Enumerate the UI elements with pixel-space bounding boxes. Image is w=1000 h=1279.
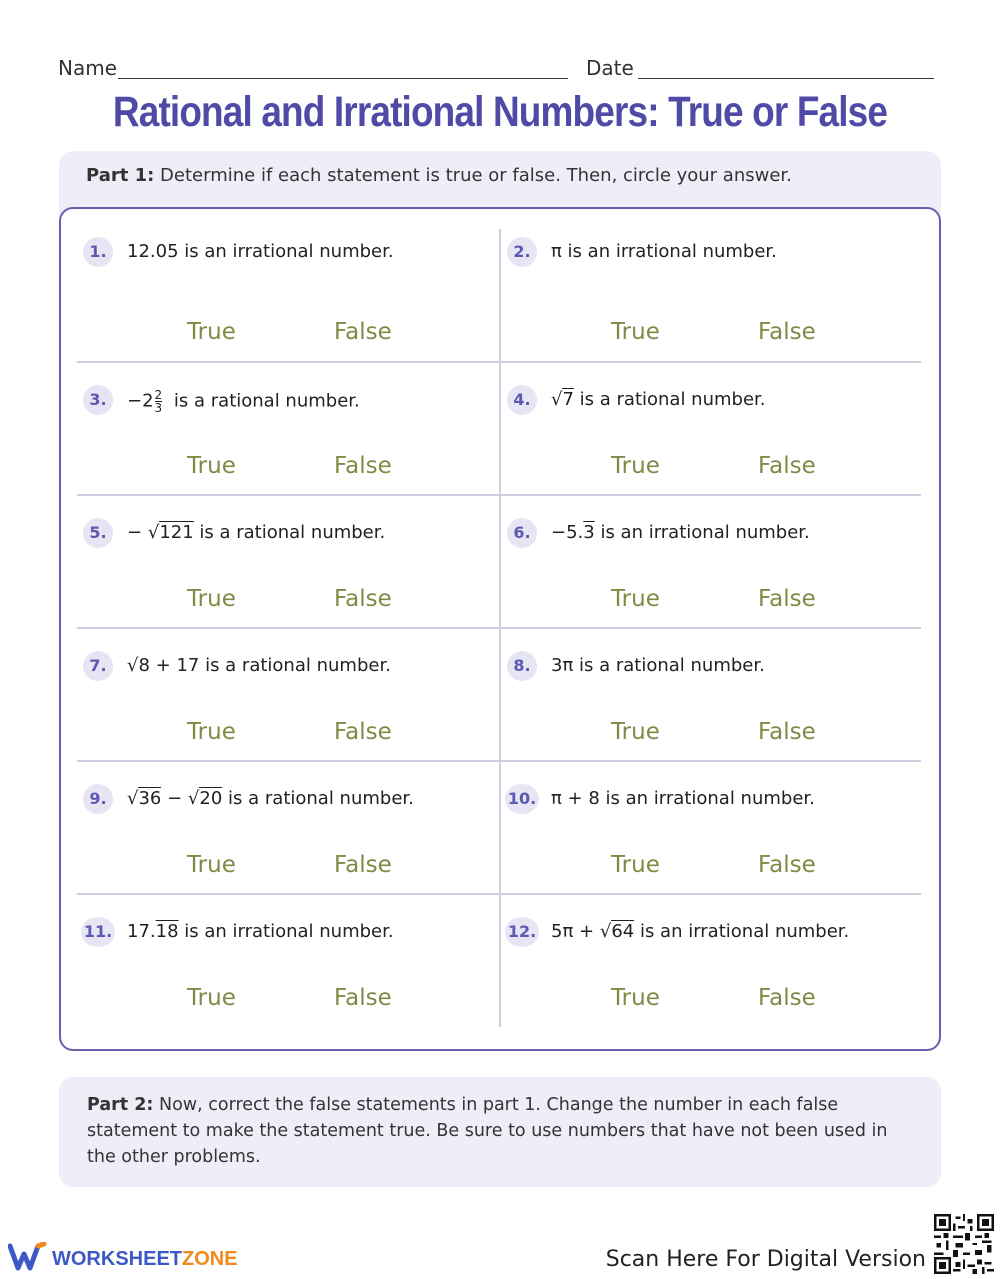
date-field[interactable] — [638, 78, 934, 79]
question-prefix: −5. — [551, 522, 584, 543]
true-option[interactable]: True — [611, 586, 660, 612]
false-option[interactable]: False — [334, 453, 392, 479]
name-label: Name — [58, 56, 118, 80]
qr-code-icon[interactable] — [934, 1214, 994, 1274]
false-option[interactable]: False — [758, 719, 816, 745]
question-text — [127, 522, 385, 543]
true-option[interactable]: True — [611, 453, 660, 479]
worksheetzone-logo-icon — [8, 1242, 48, 1272]
true-option[interactable]: True — [187, 319, 236, 345]
question-suffix: is a rational number. — [573, 389, 766, 410]
question-text: 3π is a rational number. — [551, 655, 765, 676]
question-text — [127, 389, 360, 414]
repeating-digits: 18 — [155, 921, 179, 942]
radicand: 121 — [159, 522, 194, 543]
part1-section — [59, 151, 941, 1051]
date-label: Date — [586, 56, 634, 80]
false-option[interactable]: False — [334, 319, 392, 345]
true-option[interactable]: True — [187, 453, 236, 479]
fraction-numerator: 2 — [154, 388, 163, 402]
operator: − — [161, 788, 188, 809]
question-2 — [501, 231, 921, 363]
part1-label: Part 1: — [86, 165, 155, 186]
question-suffix: is a rational number. — [193, 522, 386, 543]
question-5 — [77, 512, 497, 644]
question-3 — [77, 379, 497, 511]
true-option[interactable]: True — [611, 985, 660, 1011]
false-option[interactable]: False — [758, 985, 816, 1011]
false-option[interactable]: False — [758, 586, 816, 612]
false-option[interactable]: False — [334, 586, 392, 612]
radical-sign: √ — [147, 522, 160, 543]
false-option[interactable]: False — [758, 453, 816, 479]
false-option[interactable]: False — [758, 319, 816, 345]
question-8 — [501, 645, 921, 777]
questions-card — [59, 207, 941, 1051]
question-number: 11. — [81, 917, 115, 947]
question-prefix: 5π + — [551, 921, 600, 942]
true-option[interactable]: True — [187, 985, 236, 1011]
question-11 — [77, 911, 497, 1043]
true-option[interactable]: True — [611, 319, 660, 345]
question-text: √8 + 17 is a rational number. — [127, 655, 391, 676]
question-number: 9. — [83, 784, 113, 814]
question-number: 1. — [83, 237, 113, 267]
question-text: π is an irrational number. — [551, 241, 777, 262]
radical-sign: √ — [127, 788, 139, 809]
false-option[interactable]: False — [334, 852, 392, 878]
question-4 — [501, 379, 921, 511]
question-suffix: is an irrational number. — [634, 921, 850, 942]
question-text — [127, 921, 394, 942]
scan-caption: Scan Here For Digital Version — [605, 1247, 926, 1272]
question-text: 12.05 is an irrational number. — [127, 241, 394, 262]
question-number: 4. — [507, 385, 537, 415]
question-9 — [77, 778, 497, 910]
radicand: 20 — [199, 788, 223, 809]
fraction-denominator: 3 — [154, 401, 163, 415]
question-suffix: is an irrational number. — [178, 921, 394, 942]
part2-text: Now, correct the false statements in part 1. Change the number in each false statement to make the statement true. Be sure to use numbers that have not been used in the other problems. — [87, 1095, 888, 1167]
question-number: 6. — [507, 518, 537, 548]
question-1 — [77, 231, 497, 363]
question-suffix: is an irrational number. — [594, 522, 810, 543]
question-text — [551, 921, 849, 942]
radical-sign: √ — [599, 921, 612, 942]
part2-instructions — [87, 1092, 907, 1170]
mixed-fraction — [155, 389, 163, 414]
part1-text: Determine if each statement is true or false. Then, circle your answer. — [154, 165, 792, 186]
question-number: 3. — [83, 385, 113, 415]
question-number: 2. — [507, 237, 537, 267]
brand-name-main: WORKSHEET — [52, 1248, 182, 1270]
question-number: 12. — [505, 917, 539, 947]
question-text — [551, 522, 810, 543]
radicand: 36 — [138, 788, 162, 809]
name-date-line — [58, 52, 938, 82]
part1-instructions — [86, 165, 792, 186]
question-7 — [77, 645, 497, 777]
radical-sign: √ — [551, 389, 563, 410]
part2-label: Part 2: — [87, 1095, 154, 1115]
question-text — [551, 389, 766, 410]
repeating-digits: 3 — [583, 522, 595, 543]
true-option[interactable]: True — [187, 719, 236, 745]
question-prefix: −2 — [127, 390, 154, 412]
page-title: Rational and Irrational Numbers: True or False — [112, 88, 888, 136]
true-option[interactable]: True — [187, 586, 236, 612]
false-option[interactable]: False — [334, 719, 392, 745]
question-prefix: − — [127, 522, 143, 543]
question-number: 8. — [507, 651, 537, 681]
question-prefix: 17. — [127, 921, 156, 942]
question-suffix: is a rational number. — [222, 788, 414, 809]
radicand: 7 — [562, 389, 574, 410]
name-field[interactable] — [118, 78, 568, 79]
true-option[interactable]: True — [611, 719, 660, 745]
true-option[interactable]: True — [611, 852, 660, 878]
question-text — [127, 788, 414, 809]
false-option[interactable]: False — [758, 852, 816, 878]
radicand: 64 — [611, 921, 635, 942]
true-option[interactable]: True — [187, 852, 236, 878]
question-number: 5. — [83, 518, 113, 548]
part2-section — [59, 1077, 941, 1187]
question-6 — [501, 512, 921, 644]
question-text: π + 8 is an irrational number. — [551, 788, 815, 809]
brand-name-accent: ZONE — [182, 1248, 238, 1270]
question-12 — [501, 911, 921, 1043]
radical-sign: √ — [187, 788, 200, 809]
question-number: 10. — [505, 784, 539, 814]
question-number: 7. — [83, 651, 113, 681]
false-option[interactable]: False — [334, 985, 392, 1011]
question-10 — [501, 778, 921, 910]
question-suffix: is a rational number. — [168, 390, 360, 412]
brand-name — [52, 1248, 238, 1271]
